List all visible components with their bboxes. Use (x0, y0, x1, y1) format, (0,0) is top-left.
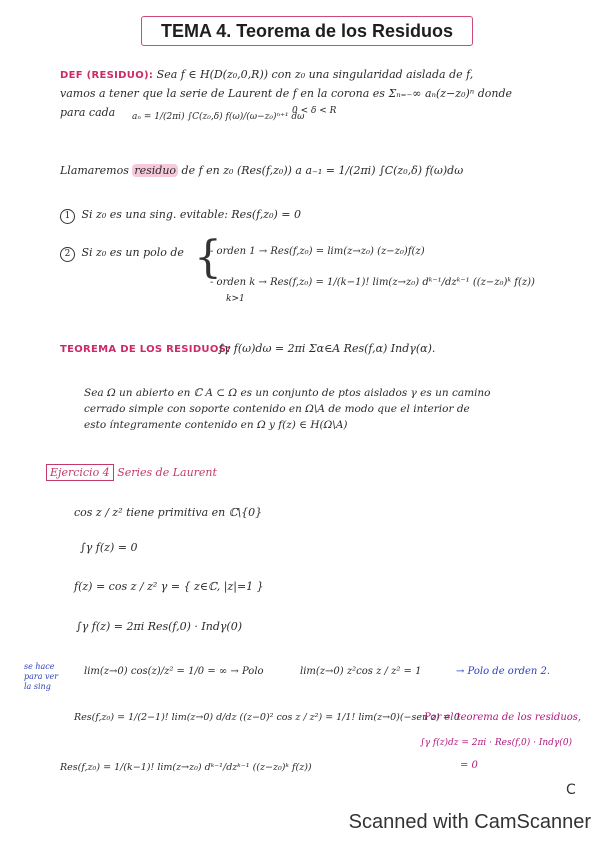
residue-highlight: residuo (134, 164, 177, 177)
page-title: TEMA 4. Teorema de los Residuos (141, 16, 473, 46)
exercise-line-4: ∫γ f(z) = 2πi Res(f,0) · Indγ(0) (76, 620, 243, 633)
conclusion-2: ∫γ f(z)dz = 2πi · Res(f,0) · Indγ(0) (420, 738, 573, 748)
side-note-3: la sing (24, 682, 51, 691)
exercise-line-3: f(z) = cos z / z² γ = { z∈ℂ, |z|=1 } (74, 580, 264, 593)
exercise-line-7: Res(f,z₀) = 1/(k−1)! lim(z→z₀) dᵏ⁻¹/dzᵏ⁻¹ ((z−z₀)ᵏ f(z)) (60, 762, 312, 773)
exercise-subtitle: Series de Laurent (117, 466, 217, 479)
residue-post: de f en z₀ (Res(f,z₀)) a a₋₁ = 1/(2πi) ∫C(z₀,δ) f(ω)dω (181, 164, 464, 177)
case-1 (60, 208, 301, 224)
theorem-text-2: cerrado simple con soporte contenido en Ω\A de modo que el interior de (84, 403, 470, 415)
case-order-1: - orden 1 → Res(f,z₀) = lim(z→z₀) (z−z₀)f(z) (210, 246, 425, 257)
case2-text: Si z₀ es un polo de (81, 246, 184, 259)
definition-line1 (60, 68, 473, 81)
exercise-header (46, 466, 217, 479)
scanner-footer: Scanned with CamScanner (348, 811, 591, 833)
definition-formula: aₙ = 1/(2πi) ∫C(z₀,δ) f(ω)/(ω−z₀)ⁿ⁺¹ dω (132, 112, 305, 122)
theorem-text-1: Sea Ω un abierto en ℂ A ⊂ Ω es un conjunto de ptos aislados γ es un camino (84, 387, 491, 399)
theorem-label: TEOREMA DE LOS RESIDUOS: (60, 344, 231, 355)
theorem-text-3: esto íntegramente contenido en Ω y f(z) ∈ H(Ω\A) (84, 419, 348, 431)
definition-condition: 0 < δ < R (292, 106, 337, 116)
side-note-1: se hace (24, 662, 55, 671)
exercise-line-6: Res(f,z₀) = 1/(2−1)! lim(z→0) d/dz ((z−0)² cos z / z²) = 1/1! lim(z→0)(−sen z) = 0 (74, 712, 460, 723)
conclusion-1: Por el teorema de los residuos, (424, 712, 582, 723)
definition-line2: vamos a tener que la serie de Laurent de f en la corona es Σₙ₌₋∞ aₙ(z−z₀)ⁿ donde (60, 87, 513, 100)
case2-number: 2 (60, 247, 75, 262)
exercise-line-2: ∫γ f(z) = 0 (80, 541, 138, 554)
side-note-2: para ver (24, 672, 59, 681)
case-brace: { (194, 232, 222, 283)
exercise-line-5b: lim(z→0) z²cos z / z² = 1 (300, 666, 422, 677)
pole-order-note: → Polo de orden 2. (456, 666, 551, 677)
cut-off-mark: C (566, 782, 576, 798)
conclusion-3: = 0 (460, 760, 478, 771)
case-2 (60, 246, 184, 262)
exercise-line-5: lim(z→0) cos(z)/z² = 1/0 = ∞ → Polo (84, 666, 264, 677)
case1-number: 1 (60, 209, 75, 224)
side-note (24, 662, 58, 692)
definition-text-1: Sea f ∈ H(D(z₀,0,R)) con z₀ una singularidad aislada de f, (156, 68, 474, 81)
residue-definition (60, 164, 463, 177)
theorem-formula: ∫γ f(ω)dω = 2πi Σα∈A Res(f,α) Indγ(α). (218, 342, 436, 355)
definition-line3: para cada (60, 106, 116, 119)
case-k-condition: k>1 (226, 294, 245, 304)
definition-label: DEF (RESIDUO): (60, 70, 154, 81)
exercise-line-1: cos z / z² tiene primitiva en ℂ\{0} (74, 506, 263, 519)
exercise-label: Ejercicio 4 (46, 464, 114, 481)
case1-text: Si z₀ es una sing. evitable: Res(f,z₀) = 0 (81, 208, 302, 221)
case-order-k: - orden k → Res(f,z₀) = 1/(k−1)! lim(z→z₀) dᵏ⁻¹/dzᵏ⁻¹ ((z−z₀)ᵏ f(z)) (210, 277, 535, 288)
residue-pre: Llamaremos (60, 164, 129, 177)
